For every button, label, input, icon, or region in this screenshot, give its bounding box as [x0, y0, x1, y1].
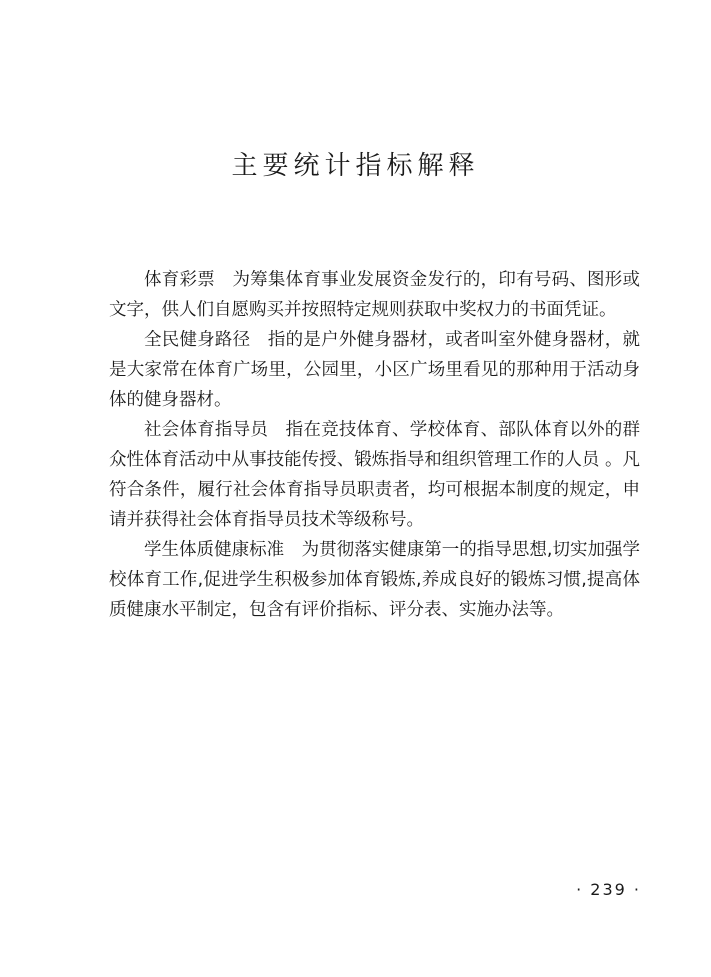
entry-term: 体育彩票: [144, 270, 215, 290]
entry-sports-instructor: [109, 415, 640, 535]
entry-definition: 为贯彻落实健康第一的指导思想,切实加强学校体育工作,促进学生积极参加体育锻炼,养成良好的锻炼习惯,提高体质健康水平制定，包含有评价指标、评分表、实施办法等。: [109, 540, 641, 620]
entry-lottery: [109, 265, 640, 325]
entry-definition: 为筹集体育事业发展资金发行的，印有号码、图形或文字，供人们自愿购买并按照特定规则获取中奖权力的书面凭证。: [109, 270, 641, 320]
entry-fitness-path: [109, 325, 640, 415]
page-title: 主要统计指标解释: [231, 151, 480, 181]
entry-definition: 指的是户外健身器材，或者叫室外健身器材，就是大家常在体育广场里，公园里，小区广场里看见的那种用于活动身体的健身器材。: [109, 330, 641, 410]
entry-term: 社会体育指导员: [144, 420, 269, 440]
entry-term: 学生体质健康标准: [144, 540, 285, 560]
entry-health-standard: [109, 535, 640, 625]
entry-term: 全民健身路径: [144, 330, 251, 350]
glossary-body: [109, 265, 640, 625]
entry-definition: 指在竞技体育、学校体育、部队体育以外的群众性体育活动中从事技能传授、锻炼指导和组织管理工作的人员 。凡符合条件，履行社会体育指导员职责者，均可根据本制度的规定，申请并获得社会体育指导员技术等级称号。: [109, 420, 641, 530]
page-number: · 239 ·: [576, 880, 641, 899]
